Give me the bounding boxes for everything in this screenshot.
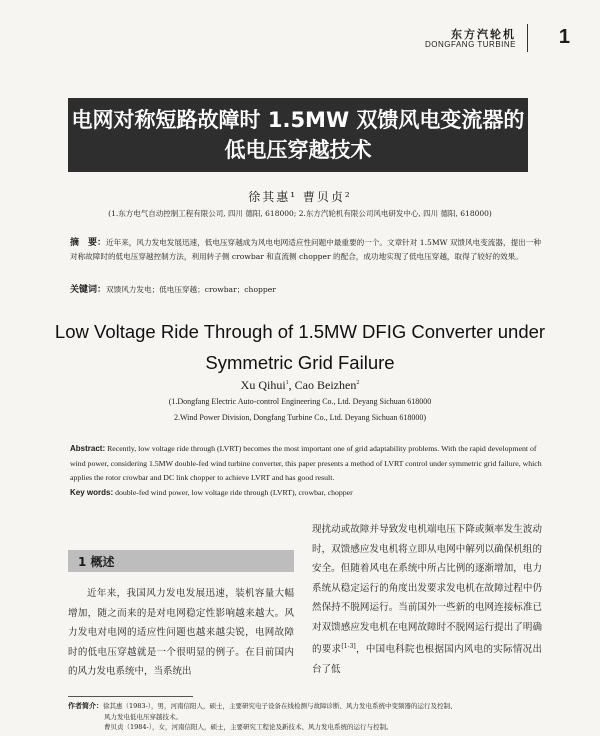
page-number: 1: [558, 26, 570, 48]
affiliation-en-line1: (1.Dongfang Electric Auto-control Engineering Co., Ltd. Deyang Sichuan 618000: [168, 397, 432, 406]
body-right-text: 现扰动或故障并导致发电机端电压下降或频率发生波动时，双馈感应发电机将立即从电网中解列以确保机组的安全。但随着风电在系统中所占比例的逐渐增加，电力系统从稳定运行的角度出发要求发电机在故障过程中仍然保持不脱网运行。当前国外一些新的电网连接标准已对双馈感应发电机在电网故障时不脱网运行提出了明确的要求: [312, 524, 542, 656]
footnote: [68, 701, 548, 733]
title-cn-line1: 电网对称短路故障时 1.5MW 双馈风电变流器的: [71, 108, 525, 132]
abstract-cn-text: 近年来，风力发电发展迅速，低电压穿越成为风电电网适应性问题中最重要的一个。文章针对 1.5MW 双馈风电变流器，提出一种对称故障时的低电压穿越控制方法，利用转子侧 crowbar 和直流侧 chopper 的配合，成功地实现了低电压穿越，取得了较好的效果。: [70, 238, 541, 261]
author2-sup: 2: [356, 380, 360, 386]
keywords-cn-text: 双馈风力发电；低电压穿越；crowbar；chopper: [106, 285, 276, 294]
footnote-line2: 风力发电低电压穿越技术。: [104, 712, 182, 721]
body-left-column: 近年来，我国风力发电发展迅速，装机容量大幅增加，随之而来的是对电网稳定性影响越来越大。风力发电对电网的适应性问题也越来越尖锐，电网故障时的低电压穿越就是一个很明显的例子。在目前国内的风力发电系统中，当系统出: [68, 588, 294, 677]
author2-name: Cao Beizhen: [294, 378, 357, 392]
keywords-en-label: Key words:: [70, 488, 114, 497]
keywords-en: [70, 488, 548, 497]
author1-sup: 1: [285, 380, 289, 386]
footnote-line3: 曹贝贞（1984-），女，河南信阳人，硕士，主要研究工程论及新技术、风力发电系统的运行与控制。: [104, 723, 393, 731]
abstract-en-label: Abstract:: [70, 444, 106, 453]
body-right-tail: ，中国电科院也根据国内风电的实际情况出台了低: [312, 644, 542, 675]
abstract-en: [70, 442, 548, 486]
abstract-cn-label: 摘 要：: [70, 238, 107, 248]
author-separator: ,: [288, 378, 295, 392]
title-banner: [68, 98, 528, 172]
author1-name: Xu Qihui: [240, 378, 286, 392]
journal-name-cn: 东方汽轮机: [451, 28, 516, 41]
title-en-line1: Low Voltage Ride Through of 1.5MW DFIG Converter under: [54, 321, 546, 342]
title-cn-line2: 低电压穿越技术: [224, 138, 372, 162]
affiliation-en-line2: 2.Wind Power Division, Dongfang Turbine Co., Ltd. Deyang Sichuan 618000): [173, 413, 427, 422]
title-en: [0, 316, 600, 378]
journal-name-en: DONGFANG TURBINE: [425, 40, 516, 49]
abstract-en-text: Recently, low voltage ride through (LVRT) becomes the most important one of grid adaptability problems. With the rapid development of wind power, considering 1.5MW double-fed wind turbine converter, this paper presents a method of LVRT control under symmetric grid failure, which applies the rotor crowbar and DC link chopper to achieve LVRT and has good result.: [70, 444, 542, 482]
keywords-cn: [70, 284, 548, 296]
citation-ref: [1-3]: [341, 643, 356, 650]
title-en-line2: Symmetric Grid Failure: [205, 352, 395, 373]
body-right-column: [312, 520, 542, 679]
abstract-cn: [70, 236, 548, 264]
authors-cn: 徐其惠¹ 曹贝贞²: [248, 190, 352, 204]
affiliation-cn: (1.东方电气自动控制工程有限公司, 四川 德阳, 618000; 2.东方汽轮机有限公司风电研发中心, 四川 德阳, 618000): [108, 209, 492, 218]
affiliation-en: [0, 394, 600, 426]
footnote-rule: [68, 696, 193, 697]
section-heading: 1 概述: [78, 555, 115, 569]
footnote-line1: 徐其惠（1983-），男，河南信阳人，硕士，主要研究电子设备在线检测与故障诊断、风力发电系统中变频器的运行及控制、: [103, 702, 457, 710]
keywords-cn-label: 关键词：: [70, 285, 107, 295]
header-divider: [527, 24, 528, 52]
footnote-label: 作者简介：: [68, 702, 103, 710]
authors-en: [0, 378, 600, 393]
keywords-en-text: double-fed wind power, low voltage ride through (LVRT), crowbar, chopper: [113, 488, 353, 497]
